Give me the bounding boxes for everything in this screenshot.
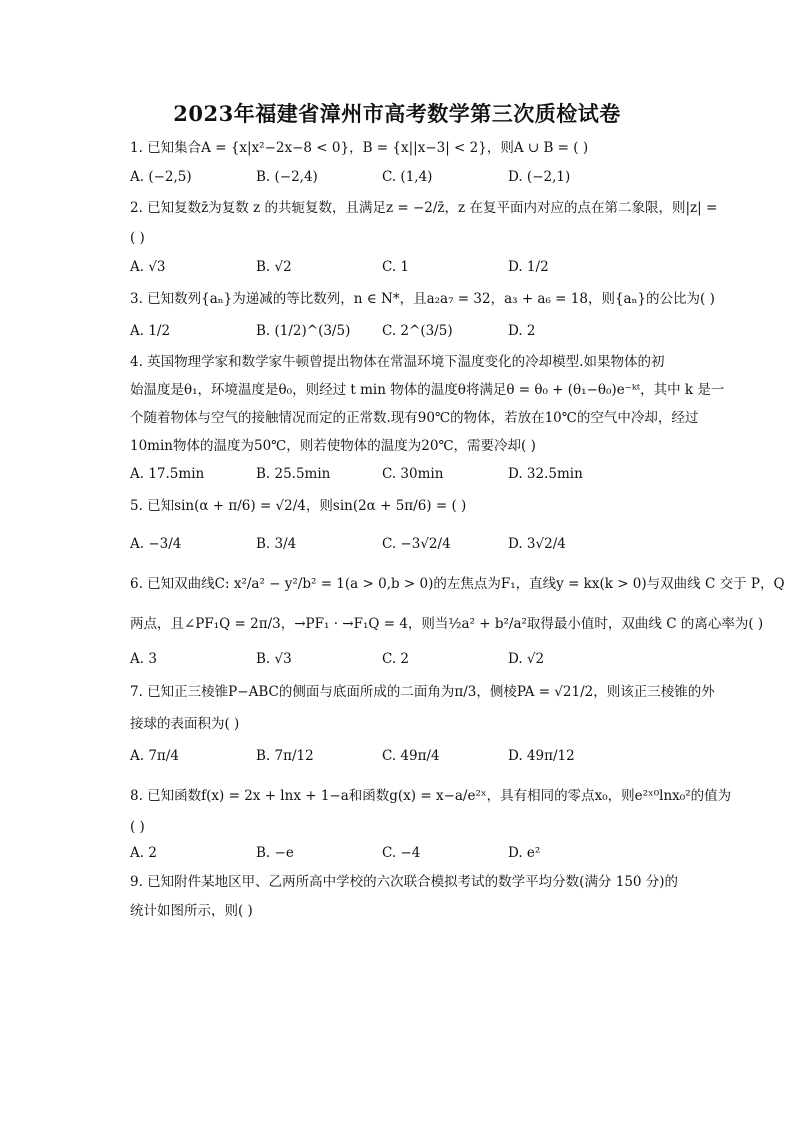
question-2-options — [130, 258, 650, 276]
question-3-options — [130, 322, 650, 340]
option-c[interactable]: C. −3√2/4 — [382, 536, 451, 552]
option-c[interactable]: C. 2^(3/5) — [382, 323, 453, 339]
question-8-stem: 8. 已知函数f(x) = 2x + lnx + 1−a和函数g(x) = x−a/e²ˣ，具有相同的零点x₀，则e²ˣ⁰lnx₀²的值为 — [130, 788, 732, 804]
question-4-stem: 4. 英国物理学家和数学家牛顿曾提出物体在常温环境下温度变化的冷却模型.如果物体的初 — [130, 354, 665, 370]
question-2-stem: 2. 已知复数z̄为复数 z 的共轭复数，且满足z = −2/z̄，z 在复平面内对应的点在第二象限，则|z| = — [130, 200, 718, 216]
option-d[interactable]: D. 3√2/4 — [508, 536, 566, 552]
option-b[interactable]: B. 7π/12 — [256, 748, 314, 764]
option-b[interactable]: B. 25.5min — [256, 466, 331, 482]
question-7-stem-cont: 接球的表面积为( ) — [130, 716, 240, 732]
option-d[interactable]: D. (−2,1) — [508, 169, 571, 185]
option-a[interactable]: A. −3/4 — [130, 536, 182, 552]
option-b[interactable]: B. (−2,4) — [256, 169, 318, 185]
question-5-stem: 5. 已知sin(α + π/6) = √2/4，则sin(2α + 5π/6) = ( ) — [130, 498, 467, 514]
option-a[interactable]: A. 7π/4 — [130, 748, 179, 764]
option-b[interactable]: B. 3/4 — [256, 536, 297, 552]
question-9-stem-cont: 统计如图所示，则( ) — [130, 903, 253, 919]
option-a[interactable]: A. 1/2 — [130, 323, 171, 339]
question-6-stem-cont: 两点，且∠PF₁Q = 2π/3，→PF₁ · →F₁Q = 4，则当½a² + b²/a²取得最小值时，双曲线 C 的离心率为( ) — [130, 616, 764, 632]
page-title: 2023年福建省漳州市高考数学第三次质检试卷 — [173, 101, 621, 126]
question-7-stem: 7. 已知正三棱锥P−ABC的侧面与底面所成的二面角为π/3，侧棱PA = √21/2，则该正三棱锥的外 — [130, 684, 715, 700]
question-4-options — [130, 465, 650, 483]
question-5-options — [130, 535, 650, 553]
option-b[interactable]: B. (1/2)^(3/5) — [256, 323, 351, 339]
question-4-stem-cont: 个随着物体与空气的接触情况而定的正常数.现有90℃的物体，若放在10℃的空气中冷却，经过 — [130, 410, 699, 426]
question-3-stem: 3. 已知数列{aₙ}为递减的等比数列，n ∈ N*，且a₂a₇ = 32，a₃ + a₆ = 18，则{aₙ}的公比为( ) — [130, 291, 715, 307]
option-c[interactable]: C. 49π/4 — [382, 748, 440, 764]
option-d[interactable]: D. 1/2 — [508, 259, 549, 275]
option-c[interactable]: C. 2 — [382, 651, 410, 667]
question-6-stem: 6. 已知双曲线C: x²/a² − y²/b² = 1(a > 0,b > 0)的左焦点为F₁，直线y = kx(k > 0)与双曲线 C 交于 P，Q — [130, 576, 785, 592]
option-a[interactable]: A. 3 — [130, 651, 157, 667]
question-1-stem: 1. 已知集合A = {x|x²−2x−8 < 0}，B = {x||x−3| < 2}，则A ∪ B = ( ) — [130, 140, 589, 156]
question-4-stem-cont: 始温度是θ₁，环境温度是θ₀，则经过 t min 物体的温度θ将满足θ = θ₀ + (θ₁−θ₀)e⁻ᵏᵗ，其中 k 是一 — [130, 382, 725, 398]
option-a[interactable]: A. √3 — [130, 259, 166, 275]
option-d[interactable]: D. 32.5min — [508, 466, 583, 482]
option-d[interactable]: D. e² — [508, 845, 541, 861]
option-c[interactable]: C. 1 — [382, 259, 410, 275]
question-8-options — [130, 844, 650, 862]
option-d[interactable]: D. 2 — [508, 323, 536, 339]
option-a[interactable]: A. (−2,5) — [130, 169, 192, 185]
option-c[interactable]: C. 30min — [382, 466, 444, 482]
question-4-stem-cont: 10min物体的温度为50℃，则若使物体的温度为20℃，需要冷却( ) — [130, 438, 536, 454]
option-c[interactable]: C. (1,4) — [382, 169, 433, 185]
option-a[interactable]: A. 17.5min — [130, 466, 205, 482]
question-7-options — [130, 747, 650, 765]
option-b[interactable]: B. √3 — [256, 651, 292, 667]
option-b[interactable]: B. −e — [256, 845, 294, 861]
option-a[interactable]: A. 2 — [130, 845, 157, 861]
question-9-stem: 9. 已知附件某地区甲、乙两所高中学校的六次联合模拟考试的数学平均分数(满分 150 分)的 — [130, 874, 679, 890]
option-c[interactable]: C. −4 — [382, 845, 421, 861]
question-1-options — [130, 168, 650, 186]
option-d[interactable]: D. √2 — [508, 651, 545, 667]
question-2-stem-cont: ( ) — [130, 230, 145, 246]
question-6-options — [130, 650, 650, 668]
option-b[interactable]: B. √2 — [256, 259, 292, 275]
option-d[interactable]: D. 49π/12 — [508, 748, 575, 764]
question-8-stem-cont: ( ) — [130, 819, 145, 835]
